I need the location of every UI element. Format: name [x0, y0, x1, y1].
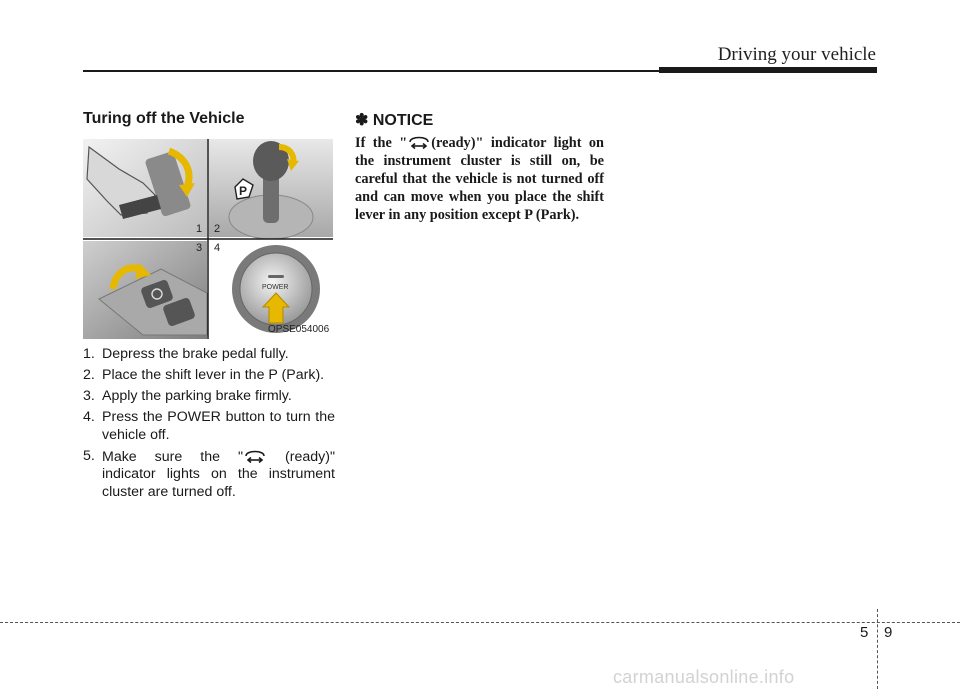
- procedure-illustration: [83, 139, 333, 339]
- list-item: [83, 388, 335, 406]
- list-item: [83, 346, 335, 364]
- step-text: Apply the parking brake firmly.: [102, 388, 292, 404]
- section-title: Driving your vehicle: [717, 44, 876, 65]
- header-rule: [83, 70, 659, 72]
- shift-lever-icon: [209, 139, 333, 239]
- footer-page-divider: [877, 609, 878, 689]
- step-text-start: Make sure the ": [102, 448, 244, 465]
- notice-text-end: (ready)" indicator light on the instrument cluster is still on, be careful that the vehicle is not turned off and can move when you place the shift lever in any position except P (Park).: [355, 135, 605, 223]
- footer-divider: [0, 622, 960, 623]
- step-text: Place the shift lever in the P (Park).: [102, 367, 325, 383]
- ready-indicator-icon: [407, 134, 431, 150]
- parking-brake-icon: [83, 241, 207, 339]
- panel-number: 2: [214, 223, 221, 235]
- procedure-steps: [83, 346, 335, 505]
- panel-number: 1: [196, 223, 203, 235]
- panel-number: 3: [196, 242, 203, 254]
- list-item: [83, 367, 335, 385]
- svg-text:P: P: [239, 184, 248, 198]
- header-rule-accent: [659, 67, 877, 73]
- power-label: POWER: [262, 284, 289, 291]
- step-text: Depress the brake pedal fully.: [102, 346, 289, 362]
- step-number: 3.: [83, 388, 95, 404]
- brake-pedal-icon: [83, 139, 207, 237]
- ready-indicator-icon: [243, 448, 267, 464]
- notice-text-start: If the ": [355, 135, 408, 151]
- list-item: [83, 409, 335, 444]
- step-number: 4.: [83, 409, 95, 425]
- step-text: [102, 448, 335, 502]
- section-heading: Turing off the Vehicle: [83, 110, 245, 127]
- step-number: 5.: [83, 447, 95, 464]
- notice-body: [355, 134, 604, 224]
- list-item: [83, 448, 335, 502]
- step-text: Press the POWER button to turn the vehicle off.: [102, 409, 335, 443]
- watermark: carmanualsonline.info: [613, 667, 795, 687]
- step-text-end: (ready)" indicator lights on the instrument cluster are turned off.: [102, 448, 335, 500]
- panel-number: 4: [214, 242, 221, 254]
- page-number: 9: [884, 624, 893, 641]
- section-number: 5: [860, 624, 869, 641]
- step-number: 2.: [83, 367, 95, 383]
- step-number: 1.: [83, 346, 95, 362]
- notice-title: ✽ NOTICE: [355, 112, 434, 129]
- figure-code: OPSE054006: [268, 324, 330, 335]
